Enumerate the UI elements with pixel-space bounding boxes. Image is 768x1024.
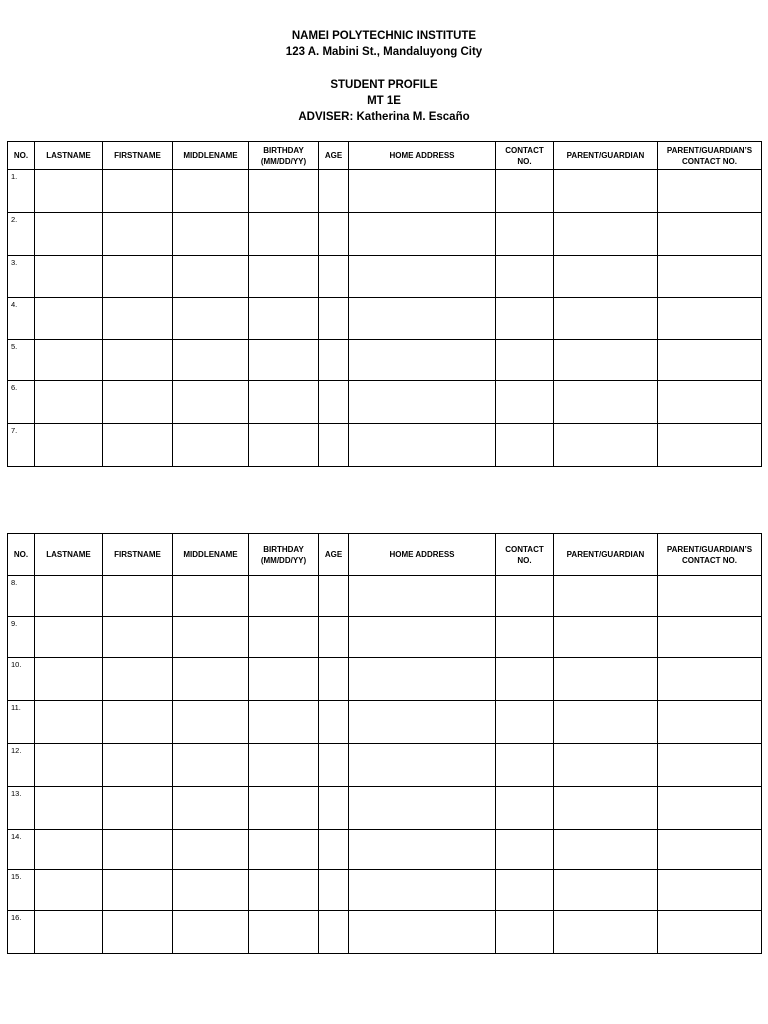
col-header-contact-line1: CONTACT xyxy=(505,145,544,155)
cell-parent-guardian[interactable] xyxy=(554,830,658,870)
col-header-birthday-line1: BIRTHDAY xyxy=(263,145,304,155)
cell-firstname[interactable] xyxy=(103,381,173,424)
cell-age[interactable] xyxy=(319,424,349,467)
table-row xyxy=(8,701,762,744)
cell-lastname[interactable] xyxy=(35,617,103,658)
cell-contact-no[interactable] xyxy=(496,701,554,744)
cell-lastname[interactable] xyxy=(35,870,103,911)
table-row xyxy=(8,617,762,658)
cell-parent-guardian[interactable] xyxy=(554,298,658,340)
cell-parent-guardian[interactable] xyxy=(554,870,658,911)
cell-age[interactable] xyxy=(319,701,349,744)
cell-home-address[interactable] xyxy=(349,298,496,340)
cell-contact-no[interactable] xyxy=(496,170,554,213)
cell-lastname[interactable] xyxy=(35,256,103,298)
cell-firstname[interactable] xyxy=(103,701,173,744)
cell-birthday[interactable] xyxy=(249,170,319,213)
row-number: 13. xyxy=(8,787,35,830)
col-header-contact-line1: CONTACT xyxy=(505,544,544,554)
cell-middlename[interactable] xyxy=(173,170,249,213)
col-header-middlename: MIDDLENAME xyxy=(173,142,249,170)
cell-parent-guardian[interactable] xyxy=(554,701,658,744)
table-row xyxy=(8,424,762,467)
cell-age[interactable] xyxy=(319,256,349,298)
student-table-1 xyxy=(7,141,762,467)
cell-birthday[interactable] xyxy=(249,787,319,830)
col-header-pg-contact-line2: CONTACT NO. xyxy=(682,555,737,565)
col-header-contact xyxy=(496,142,554,170)
cell-parent-guardian[interactable] xyxy=(554,213,658,256)
cell-birthday[interactable] xyxy=(249,830,319,870)
cell-home-address[interactable] xyxy=(349,787,496,830)
cell-home-address[interactable] xyxy=(349,340,496,381)
cell-home-address[interactable] xyxy=(349,381,496,424)
cell-lastname[interactable] xyxy=(35,298,103,340)
cell-lastname[interactable] xyxy=(35,381,103,424)
institution-name: NAMEI POLYTECHNIC INSTITUTE xyxy=(291,30,477,42)
cell-middlename[interactable] xyxy=(173,787,249,830)
cell-pg-contact-no[interactable] xyxy=(658,213,762,256)
col-header-birthday xyxy=(249,142,319,170)
student-table-2 xyxy=(7,533,762,954)
cell-age[interactable] xyxy=(319,381,349,424)
form-section: MT 1E xyxy=(367,95,401,107)
cell-pg-contact-no[interactable] xyxy=(658,744,762,787)
cell-age[interactable] xyxy=(319,170,349,213)
cell-contact-no[interactable] xyxy=(496,381,554,424)
col-header-contact-line2: NO. xyxy=(517,555,532,565)
cell-parent-guardian[interactable] xyxy=(554,576,658,617)
cell-firstname[interactable] xyxy=(103,424,173,467)
table-row xyxy=(8,911,762,954)
cell-home-address[interactable] xyxy=(349,576,496,617)
cell-lastname[interactable] xyxy=(35,830,103,870)
cell-contact-no[interactable] xyxy=(496,617,554,658)
cell-lastname[interactable] xyxy=(35,170,103,213)
cell-age[interactable] xyxy=(319,617,349,658)
col-header-firstname: FIRSTNAME xyxy=(103,142,173,170)
cell-birthday[interactable] xyxy=(249,576,319,617)
cell-birthday[interactable] xyxy=(249,298,319,340)
cell-firstname[interactable] xyxy=(103,213,173,256)
form-title: STUDENT PROFILE xyxy=(330,79,438,91)
cell-home-address[interactable] xyxy=(349,911,496,954)
cell-age[interactable] xyxy=(319,576,349,617)
cell-middlename[interactable] xyxy=(173,576,249,617)
cell-age[interactable] xyxy=(319,658,349,701)
row-number: 3. xyxy=(8,256,35,298)
cell-contact-no[interactable] xyxy=(496,213,554,256)
cell-contact-no[interactable] xyxy=(496,658,554,701)
institution-header xyxy=(0,28,768,60)
cell-home-address[interactable] xyxy=(349,617,496,658)
cell-firstname[interactable] xyxy=(103,617,173,658)
row-number: 12. xyxy=(8,744,35,787)
cell-contact-no[interactable] xyxy=(496,340,554,381)
cell-contact-no[interactable] xyxy=(496,870,554,911)
cell-contact-no[interactable] xyxy=(496,744,554,787)
cell-pg-contact-no[interactable] xyxy=(658,256,762,298)
cell-contact-no[interactable] xyxy=(496,787,554,830)
cell-pg-contact-no[interactable] xyxy=(658,911,762,954)
row-number: 14. xyxy=(8,830,35,870)
cell-middlename[interactable] xyxy=(173,381,249,424)
col-header-home-address: HOME ADDRESS xyxy=(349,142,496,170)
cell-parent-guardian[interactable] xyxy=(554,256,658,298)
col-header-lastname: LASTNAME xyxy=(35,142,103,170)
cell-parent-guardian[interactable] xyxy=(554,658,658,701)
cell-middlename[interactable] xyxy=(173,617,249,658)
cell-parent-guardian[interactable] xyxy=(554,744,658,787)
cell-parent-guardian[interactable] xyxy=(554,170,658,213)
cell-pg-contact-no[interactable] xyxy=(658,576,762,617)
cell-contact-no[interactable] xyxy=(496,298,554,340)
col-header-contact-line2: NO. xyxy=(517,156,532,166)
table-row xyxy=(8,830,762,870)
cell-lastname[interactable] xyxy=(35,340,103,381)
cell-firstname[interactable] xyxy=(103,576,173,617)
col-header-pg-contact-line1: PARENT/GUARDIAN’S xyxy=(666,544,753,554)
form-adviser: ADVISER: Katherina M. Escaño xyxy=(298,111,470,123)
cell-middlename[interactable] xyxy=(173,830,249,870)
cell-contact-no[interactable] xyxy=(496,830,554,870)
cell-home-address[interactable] xyxy=(349,658,496,701)
cell-middlename[interactable] xyxy=(173,256,249,298)
col-header-pg-contact-line2: CONTACT NO. xyxy=(682,156,737,166)
cell-middlename[interactable] xyxy=(173,658,249,701)
row-number: 16. xyxy=(8,911,35,954)
cell-firstname[interactable] xyxy=(103,658,173,701)
cell-firstname[interactable] xyxy=(103,340,173,381)
form-header xyxy=(0,77,768,125)
cell-lastname[interactable] xyxy=(35,576,103,617)
col-header-age: AGE xyxy=(319,142,349,170)
row-number: 5. xyxy=(8,340,35,381)
cell-middlename[interactable] xyxy=(173,213,249,256)
row-number: 1. xyxy=(8,170,35,213)
institution-address: 123 A. Mabini St., Mandaluyong City xyxy=(285,46,483,58)
table-row xyxy=(8,381,762,424)
row-number: 6. xyxy=(8,381,35,424)
cell-firstname[interactable] xyxy=(103,830,173,870)
col-header-lastname: LASTNAME xyxy=(35,534,103,576)
cell-age[interactable] xyxy=(319,744,349,787)
col-header-pg-contact xyxy=(658,142,762,170)
cell-birthday[interactable] xyxy=(249,658,319,701)
cell-contact-no[interactable] xyxy=(496,576,554,617)
cell-firstname[interactable] xyxy=(103,787,173,830)
cell-parent-guardian[interactable] xyxy=(554,381,658,424)
table-row xyxy=(8,170,762,213)
row-number: 11. xyxy=(8,701,35,744)
cell-birthday[interactable] xyxy=(249,617,319,658)
cell-lastname[interactable] xyxy=(35,658,103,701)
col-header-middlename: MIDDLENAME xyxy=(173,534,249,576)
row-number: 2. xyxy=(8,213,35,256)
table-2-body xyxy=(8,576,762,954)
cell-birthday[interactable] xyxy=(249,256,319,298)
cell-parent-guardian[interactable] xyxy=(554,424,658,467)
cell-pg-contact-no[interactable] xyxy=(658,787,762,830)
cell-pg-contact-no[interactable] xyxy=(658,424,762,467)
cell-pg-contact-no[interactable] xyxy=(658,298,762,340)
cell-middlename[interactable] xyxy=(173,744,249,787)
table-row xyxy=(8,870,762,911)
cell-birthday[interactable] xyxy=(249,870,319,911)
table-row xyxy=(8,256,762,298)
row-number: 8. xyxy=(8,576,35,617)
cell-age[interactable] xyxy=(319,830,349,870)
table-header-row xyxy=(8,534,762,576)
col-header-pg-contact xyxy=(658,534,762,576)
cell-birthday[interactable] xyxy=(249,911,319,954)
cell-birthday[interactable] xyxy=(249,213,319,256)
cell-age[interactable] xyxy=(319,213,349,256)
cell-age[interactable] xyxy=(319,298,349,340)
cell-lastname[interactable] xyxy=(35,744,103,787)
cell-pg-contact-no[interactable] xyxy=(658,617,762,658)
cell-parent-guardian[interactable] xyxy=(554,617,658,658)
cell-middlename[interactable] xyxy=(173,298,249,340)
col-header-no: NO. xyxy=(8,142,35,170)
cell-lastname[interactable] xyxy=(35,424,103,467)
cell-age[interactable] xyxy=(319,340,349,381)
cell-pg-contact-no[interactable] xyxy=(658,170,762,213)
cell-firstname[interactable] xyxy=(103,744,173,787)
cell-home-address[interactable] xyxy=(349,256,496,298)
cell-home-address[interactable] xyxy=(349,870,496,911)
cell-firstname[interactable] xyxy=(103,298,173,340)
cell-home-address[interactable] xyxy=(349,744,496,787)
table-row xyxy=(8,298,762,340)
cell-lastname[interactable] xyxy=(35,213,103,256)
table-1-body xyxy=(8,170,762,467)
col-header-parent-guardian: PARENT/GUARDIAN xyxy=(554,534,658,576)
cell-pg-contact-no[interactable] xyxy=(658,830,762,870)
col-header-birthday-line2: (MM/DD/YY) xyxy=(260,555,307,565)
cell-birthday[interactable] xyxy=(249,744,319,787)
cell-middlename[interactable] xyxy=(173,911,249,954)
cell-pg-contact-no[interactable] xyxy=(658,381,762,424)
table-row xyxy=(8,787,762,830)
cell-pg-contact-no[interactable] xyxy=(658,658,762,701)
col-header-pg-contact-line1: PARENT/GUARDIAN’S xyxy=(666,145,753,155)
cell-birthday[interactable] xyxy=(249,340,319,381)
cell-pg-contact-no[interactable] xyxy=(658,701,762,744)
row-number: 9. xyxy=(8,617,35,658)
row-number: 15. xyxy=(8,870,35,911)
cell-home-address[interactable] xyxy=(349,424,496,467)
cell-lastname[interactable] xyxy=(35,701,103,744)
cell-firstname[interactable] xyxy=(103,870,173,911)
cell-birthday[interactable] xyxy=(249,424,319,467)
table-row xyxy=(8,744,762,787)
cell-parent-guardian[interactable] xyxy=(554,911,658,954)
row-number: 4. xyxy=(8,298,35,340)
cell-middlename[interactable] xyxy=(173,424,249,467)
cell-contact-no[interactable] xyxy=(496,256,554,298)
cell-middlename[interactable] xyxy=(173,701,249,744)
cell-firstname[interactable] xyxy=(103,256,173,298)
cell-home-address[interactable] xyxy=(349,170,496,213)
cell-middlename[interactable] xyxy=(173,340,249,381)
cell-pg-contact-no[interactable] xyxy=(658,340,762,381)
col-header-birthday-line1: BIRTHDAY xyxy=(263,544,304,554)
cell-home-address[interactable] xyxy=(349,701,496,744)
table-header-row xyxy=(8,142,762,170)
cell-parent-guardian[interactable] xyxy=(554,787,658,830)
table-row xyxy=(8,340,762,381)
cell-age[interactable] xyxy=(319,870,349,911)
table-row xyxy=(8,658,762,701)
col-header-firstname: FIRSTNAME xyxy=(103,534,173,576)
cell-contact-no[interactable] xyxy=(496,911,554,954)
cell-pg-contact-no[interactable] xyxy=(658,870,762,911)
cell-home-address[interactable] xyxy=(349,830,496,870)
col-header-birthday-line2: (MM/DD/YY) xyxy=(260,156,307,166)
cell-lastname[interactable] xyxy=(35,787,103,830)
cell-parent-guardian[interactable] xyxy=(554,340,658,381)
cell-age[interactable] xyxy=(319,911,349,954)
cell-lastname[interactable] xyxy=(35,911,103,954)
cell-birthday[interactable] xyxy=(249,381,319,424)
col-header-age: AGE xyxy=(319,534,349,576)
cell-middlename[interactable] xyxy=(173,870,249,911)
col-header-no: NO. xyxy=(8,534,35,576)
cell-firstname[interactable] xyxy=(103,170,173,213)
row-number: 7. xyxy=(8,424,35,467)
col-header-birthday xyxy=(249,534,319,576)
cell-age[interactable] xyxy=(319,787,349,830)
row-number: 10. xyxy=(8,658,35,701)
cell-birthday[interactable] xyxy=(249,701,319,744)
col-header-parent-guardian: PARENT/GUARDIAN xyxy=(554,142,658,170)
col-header-home-address: HOME ADDRESS xyxy=(349,534,496,576)
table-row xyxy=(8,213,762,256)
cell-firstname[interactable] xyxy=(103,911,173,954)
col-header-contact xyxy=(496,534,554,576)
table-row xyxy=(8,576,762,617)
cell-home-address[interactable] xyxy=(349,213,496,256)
cell-contact-no[interactable] xyxy=(496,424,554,467)
